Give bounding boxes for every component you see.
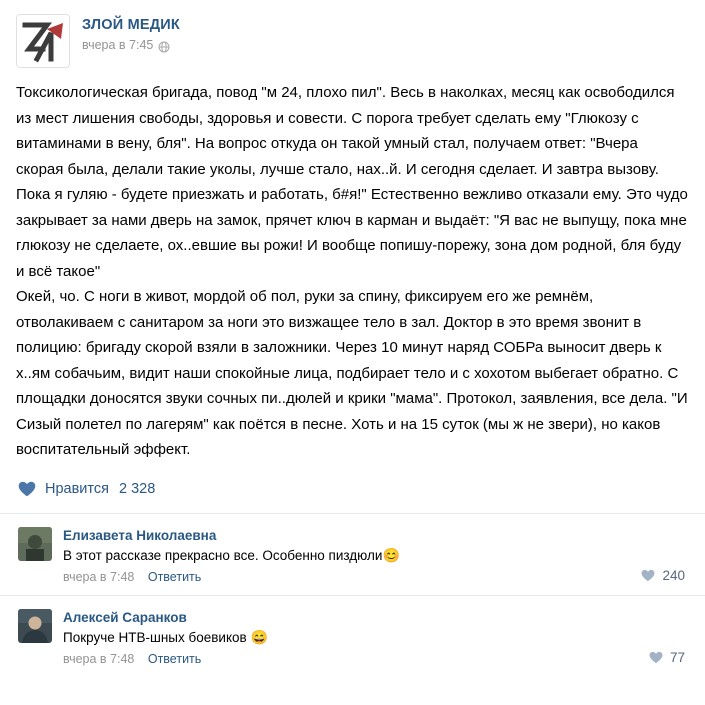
comment-text (63, 628, 689, 647)
comment-avatar-image (18, 527, 52, 561)
avatar[interactable] (16, 14, 70, 68)
post-header-text (82, 14, 180, 53)
comment-text (63, 546, 689, 565)
post-likes-row[interactable] (0, 463, 705, 513)
post-author-name[interactable]: ЗЛОЙ МЕДИК (82, 17, 180, 33)
post-header (0, 0, 705, 74)
heart-icon[interactable] (649, 651, 663, 664)
comment-item-2 (0, 596, 705, 677)
post-text-paragraph-2: Окей, чо. С ноги в живот, мордой об пол, руки за спину, фиксируем его же ремнём, отволакиваем с санитаром за ноги это визжащее тело в зал. Доктор в это время звонит в полицию: бригаду скорой взяли в заложники. Через 10 минут наряд СОБРа выносит дверь к х..ям собачьим, видит наши спокойные лица, подбирает тело и с хохотом выбегает обратно. С площадки доносятся звуки сочных пи..дюлей и крики "мама". Протокол, заявления, все дела. "И Сизый полетел по лагерям" как поётся в песне. Хоть и на 15 суток (мы ж не звери), но каков воспитательный эффект. (16, 288, 688, 458)
post-text-paragraph-1: Токсикологическая бригада, повод "м 24, плохо пил". Весь в наколках, месяц как освободился из мест лишения свободы, здоровья и совести. С порога требует сделать ему "Глюкозу с витаминами в вену, бля". На вопрос откуда он такой умный стал, получаем ответ: "Вчера скорая была, делали такие уколы, лучше стало, нах..й. И сегодня сделает. И завтра вызову. Пока я гуляю - будете приезжать и работать, б#я!" Естественно вежливо отказали ему. Это чудо закрывает за нами дверь на замок, прячет ключ в карман и выдаёт: "Я вас не выпущу, пока мне глюкозу не сделаете, ох..евшие вы рожи! И вообще попишу-порежу, зона дом родной, бля буду и всё такое" (16, 84, 688, 280)
comment-item-1 (0, 514, 705, 595)
comment-text-content: В этот рассказе прекрасно все. Особенно пиздюли (63, 547, 383, 563)
comment-author[interactable]: Алексей Саранков (63, 609, 187, 625)
comment-avatar[interactable] (18, 527, 52, 561)
avatar-logo-icon (17, 15, 69, 67)
comment-avatar-image (18, 609, 52, 643)
post-timestamp[interactable]: вчера в 7:45 (82, 38, 154, 52)
emoji-icon: 😄 (250, 628, 268, 645)
heart-icon[interactable] (18, 481, 36, 497)
comment-like-count: 240 (662, 567, 685, 583)
like-label[interactable]: Нравится (45, 480, 109, 497)
comment-timestamp[interactable]: вчера в 7:48 (63, 569, 135, 584)
globe-icon (158, 41, 170, 53)
comment-body (63, 527, 689, 585)
comment-avatar[interactable] (18, 609, 52, 643)
post-body (0, 74, 705, 463)
comment-like-count: 77 (669, 649, 685, 665)
comment-author[interactable]: Елизавета Николаевна (63, 527, 217, 543)
comment-likes[interactable] (649, 650, 685, 665)
heart-icon[interactable] (641, 569, 655, 582)
comment-body (63, 609, 689, 667)
like-count: 2 328 (118, 480, 156, 497)
comment-footer (63, 569, 689, 585)
post-meta (82, 37, 180, 53)
comment-timestamp[interactable]: вчера в 7:48 (63, 651, 135, 666)
reply-link[interactable]: Ответить (147, 569, 202, 584)
emoji-icon: 😊 (382, 546, 400, 563)
comment-footer (63, 651, 689, 667)
comment-text-content: Покруче НТВ-шных боевиков (63, 629, 247, 645)
reply-link[interactable]: Ответить (147, 651, 202, 666)
comment-likes[interactable] (641, 568, 685, 583)
